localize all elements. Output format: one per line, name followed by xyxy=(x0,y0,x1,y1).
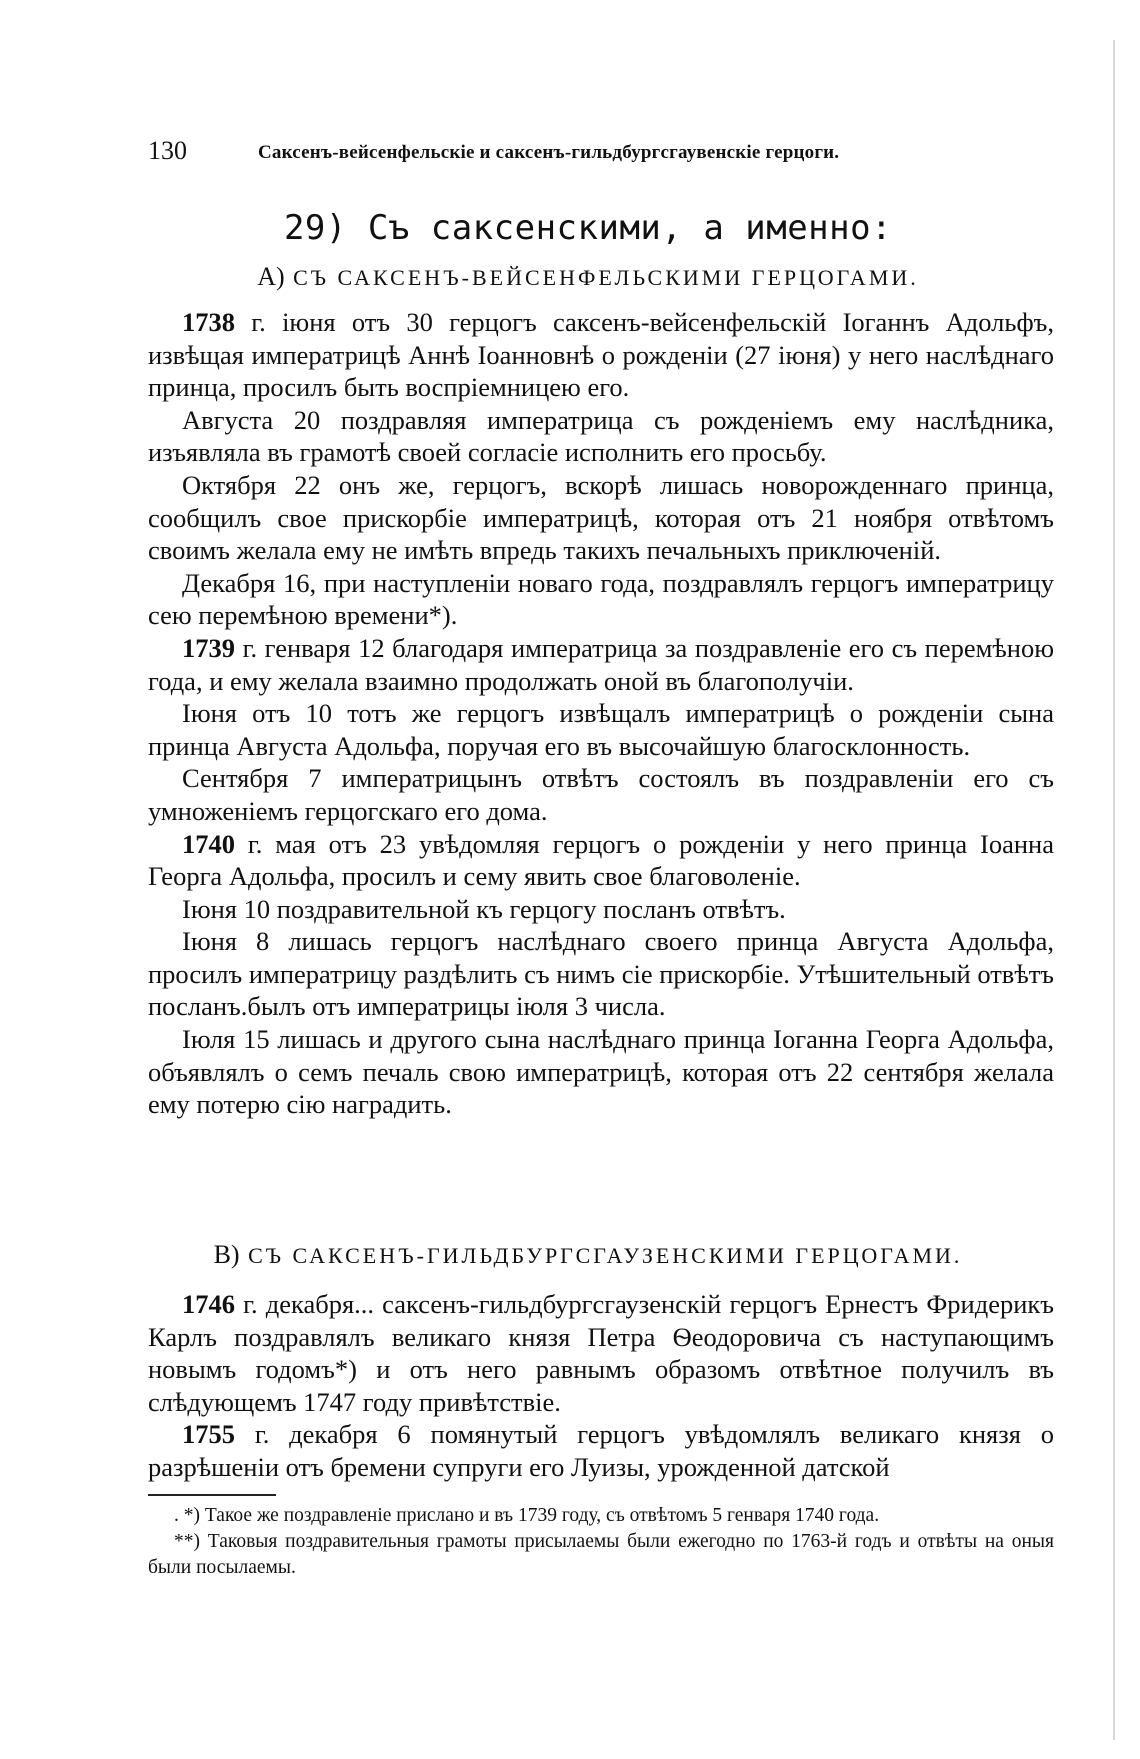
subsection-b-body xyxy=(148,1288,1054,1484)
paragraph: Августа 20 поздравляя императрица съ рожденіемъ ему наслѣдника, изъявляла въ грамотѣ своей согласіе исполнить его просьбу. xyxy=(148,404,1054,468)
paragraph: 1739 г. генваря 12 благодаря императрица за поздравленіе его съ перемѣною года, и ему желала взаимно продолжать оной въ благополучіи. xyxy=(148,632,1054,696)
paragraph: 1740 г. мая отъ 23 увѣдомляя герцогъ о рожденіи у него принца Іоанна Георга Адольфа, просилъ и сему явить свое благоволеніе. xyxy=(148,828,1054,892)
paragraph: Іюня 8 лишась герцогъ наслѣднаго своего принца Августа Адольфа, просилъ императрицу раздѣлить съ нимъ сіе прискорбіе. Утѣшительный отвѣтъ посланъ.былъ отъ императрицы іюля 3 числа. xyxy=(148,926,1054,1022)
subsection-b-heading xyxy=(148,1240,1028,1270)
footnote-divider xyxy=(148,1494,276,1496)
subsection-b-title: СЪ САКСЕНЪ-ГИЛЬДБУРГСГАУЗЕНСКИМИ ГЕРЦОГАМИ. xyxy=(248,1243,963,1268)
year: 1738 xyxy=(182,307,235,337)
footnotes xyxy=(148,1503,1054,1581)
paragraph: 1738 г. іюня отъ 30 герцогъ саксенъ-вейсенфельскій Іоганнъ Адольфъ, извѣщая императрицѣ Аннѣ Іоанновнѣ о рожденіи (27 іюня) у него наслѣднаго принца, просилъ быть воспріемницею его. xyxy=(148,307,1054,403)
footnote: . *) Такое же поздравленіе прислано и въ 1739 году, съ отвѣтомъ 5 генваря 1740 года. xyxy=(174,1505,880,1526)
subsection-a-prefix: А) xyxy=(257,262,285,291)
footnote: **) Таковыя поздравительныя грамоты присылаемы были ежегодно по 1763-й годъ и отвѣты на оныя были посылаемы. xyxy=(148,1531,1054,1578)
year: 1739 xyxy=(182,632,235,663)
paragraph: Октября 22 онъ же, герцогъ, вскорѣ лишась новорожденнаго принца, сообщилъ свое прискорбіе императрицѣ, которая отъ 21 ноября отвѣтомъ своимъ желала ему не имѣть впредь такихъ печальныхъ приключеній. xyxy=(148,469,1054,566)
subsection-a-body xyxy=(148,306,1054,1121)
subsection-b-prefix: В) xyxy=(213,1240,240,1269)
page-number: 130 xyxy=(148,136,187,165)
paragraph: Декабря 16, при наступленіи новаго года, поздравлялъ герцогъ императрицу сею перемѣною времени*). xyxy=(148,567,1054,631)
paragraph: Сентября 7 императрицынъ отвѣтъ состоялъ въ поздравленіи его съ умноженіемъ герцогскаго его дома. xyxy=(148,763,1054,826)
subsection-a-title: СЪ САКСЕНЪ-ВЕЙСЕНФЕЛЬСКИМИ ГЕРЦОГАМИ. xyxy=(293,265,919,290)
section-title: 29) Съ саксенскими, а именно: xyxy=(283,208,893,248)
running-title: Саксенъ-вейсенфельскіе и саксенъ-гильдбургсгаувенскіе герцоги. xyxy=(258,142,840,163)
page-header xyxy=(148,136,978,172)
paragraph: 1755 г. декабря 6 помянутый герцогъ увѣдомлялъ великаго князя о разрѣшеніи отъ бремени супруги его Луизы, урожденной датской xyxy=(148,1419,1054,1482)
scan-edge-line xyxy=(1113,40,1115,1740)
paragraph: Іюня 10 поздравительной къ герцогу посланъ отвѣтъ. xyxy=(182,893,786,924)
subsection-a-heading xyxy=(148,262,1028,292)
year: 1740 xyxy=(182,828,235,859)
paragraph: Іюня отъ 10 тотъ же герцогъ извѣщалъ императрицѣ о рожденіи сына принца Августа Адольфа, поручая его въ высочайшую благосклонность. xyxy=(148,698,1054,761)
year: 1746 xyxy=(182,1289,235,1319)
year: 1755 xyxy=(182,1419,235,1450)
paragraph: Іюля 15 лишась и другого сына наслѣднаго принца Іоганна Георга Адольфа, объявлялъ о семъ печаль свою императрицѣ, которая отъ 22 сентября желала ему потерю сію наградить. xyxy=(148,1024,1054,1120)
paragraph: 1746 г. декабря... саксенъ-гильдбургсгаузенскій герцогъ Ернестъ Фридерикъ Карлъ поздравлялъ великаго князя Петра Ѳеодоровича съ наступающимъ новымъ годомъ*) и отъ него равнымъ образомъ отвѣтное получилъ въ слѣдующемъ 1747 году привѣтствіе. xyxy=(148,1289,1054,1417)
